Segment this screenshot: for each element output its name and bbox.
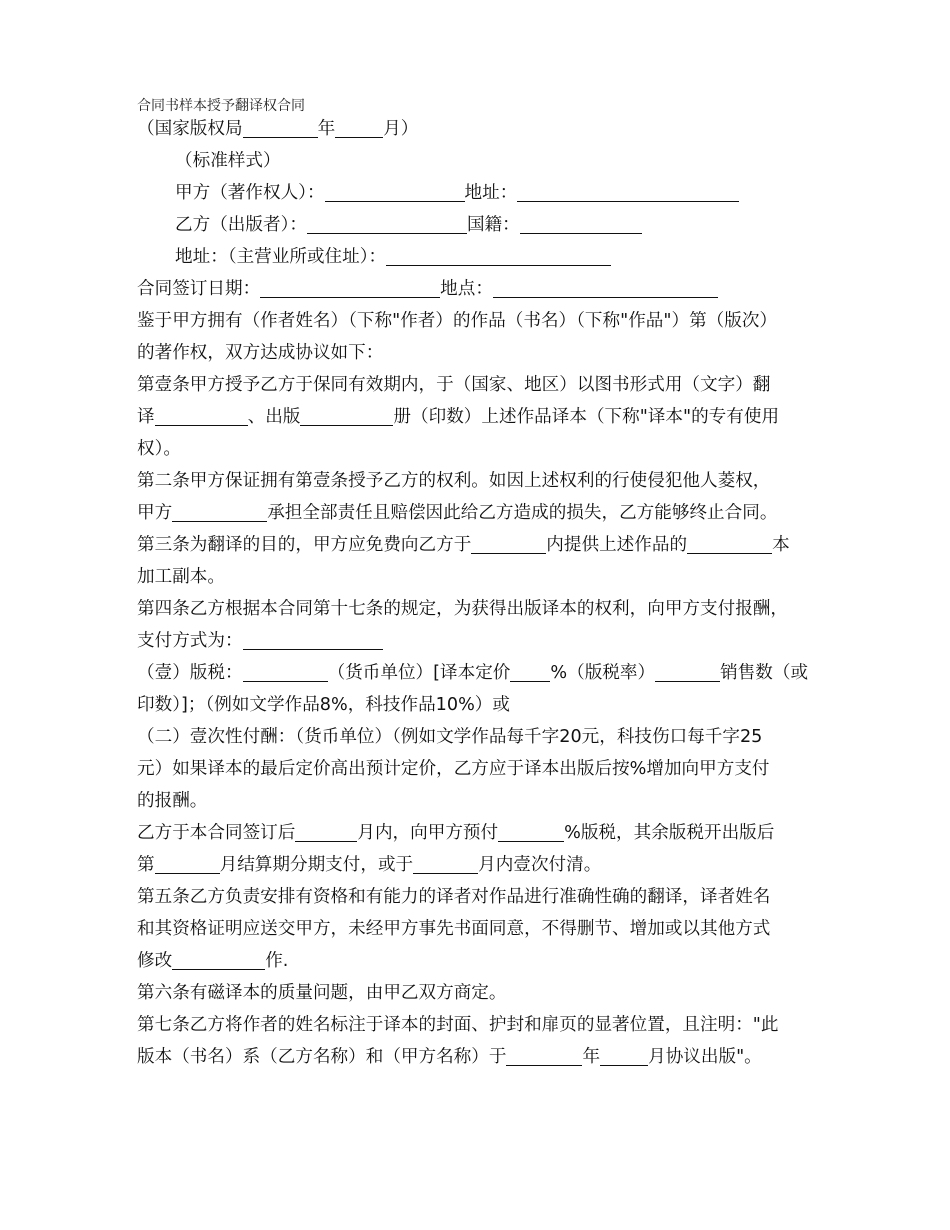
document-line xyxy=(137,886,770,908)
document-line xyxy=(137,1014,778,1036)
blank-underline xyxy=(413,855,478,874)
line-text: 年 xyxy=(582,1047,601,1067)
line-text: 月内壹次付清。 xyxy=(478,855,602,875)
line-text: 第四条乙方根据本合同第十七条的规定，为获得出版译本的权利，向甲方支付报酬， xyxy=(137,599,788,619)
document-line xyxy=(137,438,181,460)
document-title: 合同书样本授予翻译权合同 xyxy=(137,98,305,114)
line-text: 甲方（著作权人）： xyxy=(175,183,325,203)
line-text: 印数）]；（例如文学作品8%，科技作品10%）或 xyxy=(137,695,510,715)
blank-underline xyxy=(243,119,318,138)
document-line xyxy=(137,1046,762,1068)
blank-underline xyxy=(172,951,265,970)
document-line xyxy=(175,246,611,268)
document-line xyxy=(175,182,739,204)
document-line xyxy=(137,310,777,332)
line-text: 加工副本。 xyxy=(137,567,225,587)
blank-underline xyxy=(243,631,383,650)
line-text: 合同签订日期： xyxy=(137,279,261,299)
document-line xyxy=(175,150,281,172)
line-text: 地址： xyxy=(464,183,518,203)
line-text: 第六条有磁译本的质量问题，由甲乙双方商定。 xyxy=(137,983,507,1003)
document-line xyxy=(137,854,601,876)
blank-underline xyxy=(493,279,718,298)
document-line xyxy=(137,406,779,428)
line-text: 、出版 xyxy=(247,407,301,427)
blank-underline xyxy=(471,535,546,554)
line-text: 本 xyxy=(772,535,790,555)
line-text: %（版税率） xyxy=(550,663,656,683)
line-text: 的报酬。 xyxy=(137,791,208,811)
line-text: 国籍： xyxy=(466,215,520,235)
blank-underline xyxy=(155,407,248,426)
document-line xyxy=(137,662,808,684)
document-line xyxy=(137,118,418,140)
blank-underline xyxy=(498,823,564,842)
document-line xyxy=(137,726,762,748)
line-text: 第三条为翻译的目的，甲方应免费向乙方于 xyxy=(137,535,472,555)
blank-underline xyxy=(307,215,467,234)
line-text: 和其资格证明应送交甲方，未经甲方事先书面同意，不得删节、增加或以其他方式 xyxy=(137,919,771,939)
blank-underline xyxy=(325,183,465,202)
document-line xyxy=(137,502,777,524)
blank-underline xyxy=(510,663,550,682)
line-text: 版本（书名）系（乙方名称）和（甲方名称）于 xyxy=(137,1047,507,1067)
blank-underline xyxy=(155,855,220,874)
line-text: 承担全部责任且赔偿因此给乙方造成的损失，乙方能够终止合同。 xyxy=(267,503,778,523)
line-text: 乙方（出版者）： xyxy=(175,215,307,235)
blank-underline xyxy=(600,1047,648,1066)
line-text: 销售数（或 xyxy=(720,663,809,683)
blank-underline xyxy=(655,663,720,682)
document-line xyxy=(137,950,288,972)
blank-underline xyxy=(172,503,267,522)
document-line xyxy=(137,598,788,620)
line-text: 地点： xyxy=(440,279,493,299)
document-line xyxy=(137,278,718,300)
document-line xyxy=(137,534,790,556)
blank-underline xyxy=(335,119,383,138)
line-text: 地址：（主营业所或住址）： xyxy=(175,247,387,267)
line-text: 支付方式为： xyxy=(137,631,243,651)
line-text: （二）壹次性付酬：（货币单位）（例如文学作品每千字20元，科技伤口每千字25 xyxy=(137,727,763,747)
document-line xyxy=(137,630,383,652)
line-text: 第壹条甲方授予乙方于保同有效期内，于（国家、地区）以图书形式用（文字）翻 xyxy=(137,375,771,395)
document-line xyxy=(175,214,642,236)
line-text: 月） xyxy=(383,119,419,139)
line-text: （标准样式） xyxy=(175,151,281,171)
line-text: 年 xyxy=(317,119,336,139)
line-text: 册（印数）上述作品译本（下称"译本"的专有使用 xyxy=(393,407,780,427)
line-text: 权）。 xyxy=(137,439,181,459)
blank-underline xyxy=(687,535,772,554)
line-text: 月内，向甲方预付 xyxy=(357,823,499,843)
document-line xyxy=(137,470,770,492)
line-text: 月协议出版"。 xyxy=(648,1047,762,1067)
line-text: 作. xyxy=(265,951,289,971)
line-text: 第 xyxy=(137,855,155,875)
blank-underline xyxy=(300,407,393,426)
document-line xyxy=(137,982,506,1004)
document-line xyxy=(137,918,770,940)
line-text: （国家版权局 xyxy=(137,119,243,139)
document-line xyxy=(137,374,770,396)
line-text: 译 xyxy=(137,407,155,427)
line-text: %版税，其余版税开出版后 xyxy=(564,823,775,843)
blank-underline xyxy=(520,215,642,234)
line-text: 修改 xyxy=(137,951,173,971)
blank-underline xyxy=(506,1047,582,1066)
document-line xyxy=(137,758,770,780)
line-text: 第七条乙方将作者的姓名标注于译本的封面、护封和扉页的显著位置，且注明："此 xyxy=(137,1015,779,1035)
document-line xyxy=(137,790,207,812)
line-text: （货币单位）[译本定价 xyxy=(327,663,511,683)
line-text: 月结算期分期支付，或于 xyxy=(219,855,414,875)
blank-underline xyxy=(243,663,328,682)
blank-underline xyxy=(260,279,440,298)
document-line xyxy=(137,822,774,844)
line-text: 的著作权，双方达成协议如下： xyxy=(137,343,384,363)
line-text: 元）如果译本的最后定价高出预计定价，乙方应于译本出版后按%增加向甲方支付 xyxy=(137,759,770,779)
line-text: 第二条甲方保证拥有第壹条授予乙方的权利。如因上述权利的行使侵犯他人菱权， xyxy=(137,471,771,491)
document-line xyxy=(137,342,383,364)
blank-underline xyxy=(386,247,611,266)
line-text: 第五条乙方负责安排有资格和有能力的译者对作品进行准确性确的翻译，译者姓名 xyxy=(137,887,771,907)
line-text: 乙方于本合同签订后 xyxy=(137,823,296,843)
line-text: 甲方 xyxy=(137,503,173,523)
blank-underline xyxy=(517,183,739,202)
line-text: 鉴于甲方拥有（作者姓名）（下称"作者）的作品（书名）（下称"作品"）第（版次） xyxy=(137,311,778,331)
line-text: 内提供上述作品的 xyxy=(546,535,688,555)
document-line xyxy=(137,566,225,588)
line-text: （壹）版税： xyxy=(137,663,243,683)
document-line xyxy=(137,694,510,716)
blank-underline xyxy=(295,823,357,842)
